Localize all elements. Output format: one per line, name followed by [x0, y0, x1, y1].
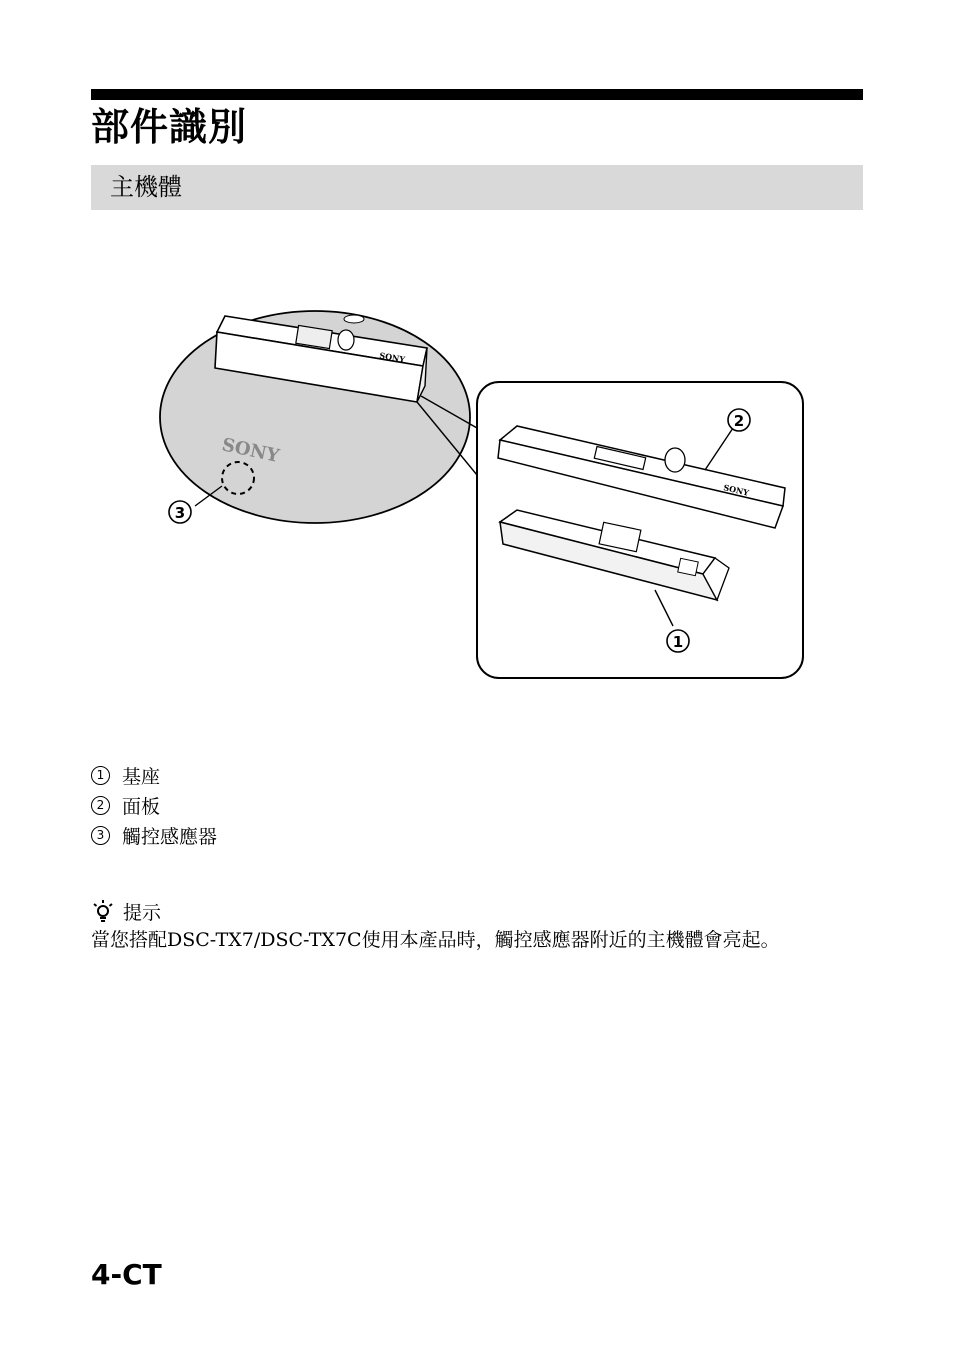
svg-text:3: 3 [174, 504, 186, 522]
page-title: 部件識別 [91, 105, 248, 149]
legend-item [91, 790, 217, 820]
svg-text:1: 1 [672, 633, 684, 651]
sony-logo: SONY [219, 434, 282, 467]
svg-text:SONY: SONY [378, 350, 406, 365]
hint-body: 當您搭配DSC-TX7/DSC-TX7C使用本產品時，觸控感應器附近的主機體會亮起。 [91, 929, 780, 951]
legend-label: 面板 [122, 795, 161, 818]
legend-item [91, 820, 217, 850]
parts-legend [91, 760, 217, 850]
lightbulb-icon [91, 899, 115, 923]
legend-label: 基座 [122, 765, 161, 788]
legend-number: 1 [91, 766, 110, 785]
legend-label: 觸控感應器 [122, 825, 218, 848]
svg-text:2: 2 [733, 412, 745, 430]
svg-text:SONY: SONY [722, 482, 750, 498]
parts-illustration [155, 300, 815, 690]
page-number: 4-CT [91, 1258, 162, 1291]
legend-number: 2 [91, 796, 110, 815]
callout-1 [667, 630, 689, 652]
section-title: 主機體 [110, 173, 182, 201]
legend-item [91, 760, 217, 790]
hint-heading-row [91, 896, 863, 926]
top-rule [91, 89, 863, 100]
legend-number: 3 [91, 826, 110, 845]
hint-heading: 提示 [123, 901, 162, 924]
callout-3 [169, 501, 191, 523]
hint-section [91, 896, 863, 954]
section-header-bar [91, 165, 863, 210]
callout-2 [728, 409, 750, 431]
